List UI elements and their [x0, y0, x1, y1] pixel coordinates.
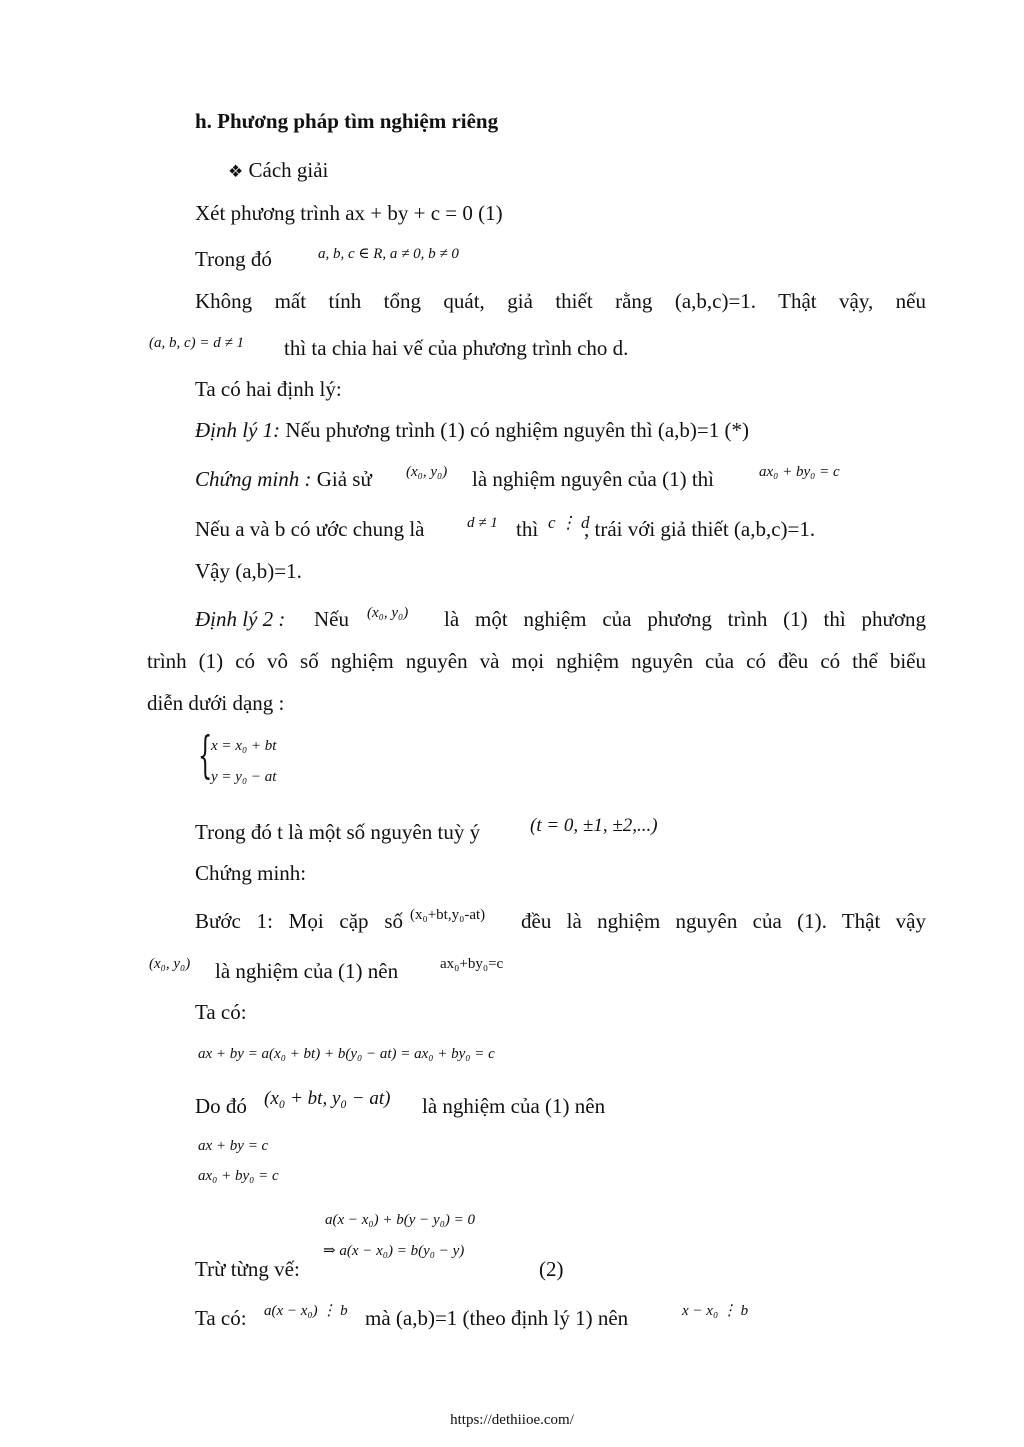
line-trong-do: [195, 246, 272, 272]
math-c-div-d: c ⋮ d: [548, 513, 590, 532]
line-vo-so: trình (1) có vô số nghiệm nguyên và mọi nghiệm nguyên của có đều có thể biểu: [147, 649, 926, 673]
system-brace: {: [198, 726, 213, 784]
line-nghiem-nen-2: là nghiệm của (1) nên: [422, 1094, 606, 1118]
text: Trong đó: [195, 247, 272, 271]
equation-expand: ax + by = a(x₀ + bt) + b(y₀ − at) = ax₀ + by₀ = c: [198, 1046, 495, 1062]
section-heading: h. Phương pháp tìm nghiệm riêng: [195, 109, 499, 133]
line-khong-mat: Không mất tính tổng quát, giả thiết rằng (a,b,c)=1. Thật vậy, nếu: [195, 289, 926, 313]
math-x-div-b: x − x₀ ⋮ b: [682, 1303, 749, 1319]
line-equation-1: Xét phương trình ax + by + c = 0 (1): [195, 201, 503, 225]
bullet-line: [228, 157, 328, 185]
math-x0-y0-3: (x₀, y₀): [149, 956, 191, 972]
line-dinh-ly-2a: Định lý 2 :: [195, 607, 286, 631]
line-dinh-ly-1: [195, 417, 749, 443]
theorem-1-text: Nếu phương trình (1) có nghiệm nguyên thì (a,b)=1 (*): [280, 418, 749, 442]
line-dinh-ly-2c: là một nghiệm của phương trình (1) thì phương: [444, 607, 926, 631]
theorem-1-label: Định lý 1:: [195, 418, 281, 442]
line-chia-hai-ve: thì ta chia hai vế của phương trình cho d.: [284, 336, 629, 360]
line-vay: Vậy (a,b)=1.: [195, 559, 302, 583]
diamond-bullet-icon: ❖: [228, 162, 244, 182]
bullet-text: Cách giải: [248, 158, 329, 182]
equation-ax0-by0-c: ax₀ + by₀ = c: [198, 1168, 279, 1184]
proof-label: Chứng minh :: [195, 467, 312, 491]
math-ax0-by0-c: ax₀+by₀=c: [440, 956, 504, 972]
equation-implies: ⇒ a(x − x₀) = b(y₀ − y): [323, 1243, 465, 1259]
line-buoc-1a: Bước 1: Mọi cặp số: [195, 909, 403, 933]
math-a-div-b: a(x − x₀) ⋮ b: [264, 1303, 348, 1319]
equation-difference: a(x − x₀) + b(y − y₀) = 0: [325, 1212, 476, 1228]
math-pair: (x₀+bt,y₀-at): [410, 907, 486, 923]
math-x0-y0-2: (x₀, y₀): [367, 605, 409, 621]
line-dinh-ly-2b: Nếu: [314, 607, 349, 631]
line-ta-co-2: Ta có:: [195, 1306, 247, 1330]
line-nghiem-nen: là nghiệm của (1) nên: [215, 959, 399, 983]
math-gcd-d: (a, b, c) = d ≠ 1: [149, 335, 245, 351]
line-chung-minh-2: Chứng minh:: [195, 861, 307, 885]
math-conditions: a, b, c ∈ R, a ≠ 0, b ≠ 0: [318, 246, 459, 262]
math-x0-y0: (x₀, y₀): [406, 464, 448, 480]
proof-text: Giả sử: [311, 467, 372, 491]
system-eq-2: y = y₀ − at: [211, 769, 277, 785]
line-thi: thì: [516, 517, 539, 541]
line-buoc-1b: đều là nghiệm nguyên của (1). Thật vậy: [521, 909, 926, 933]
math-d-ne-1: d ≠ 1: [467, 515, 498, 531]
math-ax0-by0: ax₀ + by₀ = c: [759, 464, 840, 480]
math-t-values: (t = 0, ±1, ±2,...): [530, 815, 658, 836]
line-trong-do-t: Trong đó t là một số nguyên tuỳ ý: [195, 820, 481, 844]
line-hai-dinh-ly: Ta có hai định lý:: [195, 377, 342, 401]
equation-number-2: (2): [539, 1257, 564, 1281]
system-eq-1: x = x₀ + bt: [211, 738, 277, 754]
line-trai-gia-thiet: , trái với giả thiết (a,b,c)=1.: [584, 517, 816, 541]
line-chung-minh-1: [195, 466, 372, 492]
line-dien-dang: diễn dưới dạng :: [147, 691, 285, 715]
line-chung-minh-1b: là nghiệm nguyên của (1) thì: [472, 467, 715, 491]
math-general-pair: (x₀ + bt, y₀ − at): [264, 1088, 391, 1109]
line-ta-co-1: Ta có:: [195, 1000, 247, 1024]
line-do-do: Do đó: [195, 1094, 247, 1118]
line-ma-ab: mà (a,b)=1 (theo định lý 1) nên: [365, 1306, 629, 1330]
line-tru-tung-ve: Trừ từng vế:: [195, 1257, 300, 1281]
line-uoc-chung: Nếu a và b có ước chung là: [195, 517, 425, 541]
footer-url[interactable]: https://dethiioe.com/: [450, 1412, 574, 1428]
equation-ax-by-c: ax + by = c: [198, 1138, 269, 1154]
